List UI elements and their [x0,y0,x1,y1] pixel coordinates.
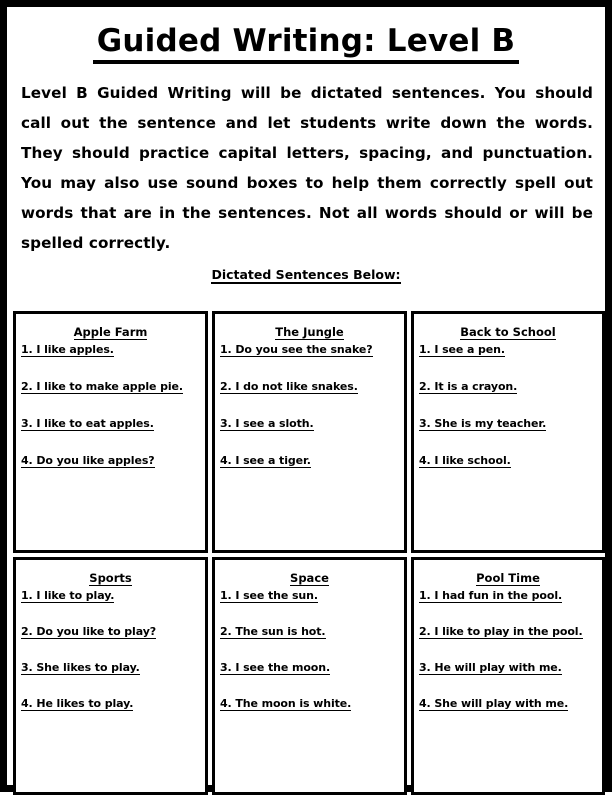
sentence-box-the-jungle [212,311,407,553]
sentence-text: 1. I like apples. [21,343,114,356]
box-title: Space [290,571,329,585]
box-title: The Jungle [275,325,344,339]
sentence-list [419,589,597,733]
sentence-text: 1. Do you see the snake? [220,343,373,356]
page-title: Guided Writing: Level B [93,23,519,64]
sentence-text: 3. I see the moon. [220,661,331,674]
sentence-text: 3. She is my teacher. [419,417,547,430]
sentence-item [419,697,597,733]
page-inner [7,23,605,801]
box-title-container [220,567,399,586]
intro-paragraph: Level B Guided Writing will be dictated sentences. You should call out the sentence and let students write down the words. They should practice capital letters, spacing, and punctuation. You may also use sound boxes to help them correctly spell out words that are in the sentences. Not all words should or will be spelled correctly. [21,84,593,252]
sentence-text: 4. He likes to play. [21,697,134,710]
box-title-container [419,321,597,340]
sentence-item [220,343,399,380]
sentence-item [419,380,597,417]
sentence-item [21,589,200,625]
box-title: Back to School [460,325,556,339]
dictated-sentences-subheading: Dictated Sentences Below: [211,267,401,282]
sentence-item [21,697,200,733]
sentence-text: 1. I had fun in the pool. [419,589,563,602]
box-title-container [220,321,399,340]
box-title-container [21,567,200,586]
sentence-text: 4. I like school. [419,454,511,467]
sentence-item [220,697,399,733]
sentence-item [419,589,597,625]
sentence-text: 4. She will play with me. [419,697,569,710]
sentence-text: 2. Do you like to play? [21,625,157,638]
sentence-list [21,343,200,491]
sentence-list [419,343,597,491]
box-title-container [419,567,597,586]
sentence-text: 2. I like to make apple pie. [21,380,183,393]
sentence-item [21,661,200,697]
sentence-item [21,625,200,661]
sentence-item [419,661,597,697]
sentence-list [21,589,200,733]
sentence-item [21,454,200,491]
sentence-item [220,661,399,697]
sentence-item [220,454,399,491]
sentence-item [419,625,597,661]
sentence-item [220,417,399,454]
sentence-item [419,454,597,491]
subheading-container [13,264,599,284]
sentence-text: 2. The sun is hot. [220,625,326,638]
sentence-text: 4. Do you like apples? [21,454,155,467]
sentence-list [220,343,399,491]
sentence-text: 2. I do not like snakes. [220,380,358,393]
sentence-text: 3. He will play with me. [419,661,562,674]
sentence-item [21,417,200,454]
sentence-item [220,589,399,625]
sentence-text: 4. I see a tiger. [220,454,311,467]
sentence-text: 2. I like to play in the pool. [419,625,583,638]
sentence-box-apple-farm [13,311,208,553]
sentence-item [220,625,399,661]
box-title: Apple Farm [73,325,148,339]
box-title: Pool Time [476,571,540,585]
sentence-item [220,380,399,417]
sentence-text: 4. The moon is white. [220,697,352,710]
sentence-text: 1. I see the sun. [220,589,318,602]
sentence-box-back-to-school [411,311,605,553]
sentence-box-grid [13,311,605,799]
sentence-item [21,343,200,380]
sentence-text: 2. It is a crayon. [419,380,518,393]
sentence-box-space [212,557,407,795]
sentence-text: 1. I see a pen. [419,343,505,356]
sentence-text: 1. I like to play. [21,589,115,602]
sentence-list [220,589,399,733]
sentence-item [21,380,200,417]
sentence-text: 3. I like to eat apples. [21,417,154,430]
box-title-container [21,321,200,340]
sentence-box-sports [13,557,208,795]
sentence-item [419,343,597,380]
page-title-container [13,23,599,64]
sentence-item [419,417,597,454]
box-title: Sports [89,571,132,585]
sentence-text: 3. She likes to play. [21,661,140,674]
sentence-box-pool-time [411,557,605,795]
sentence-text: 3. I see a sloth. [220,417,314,430]
